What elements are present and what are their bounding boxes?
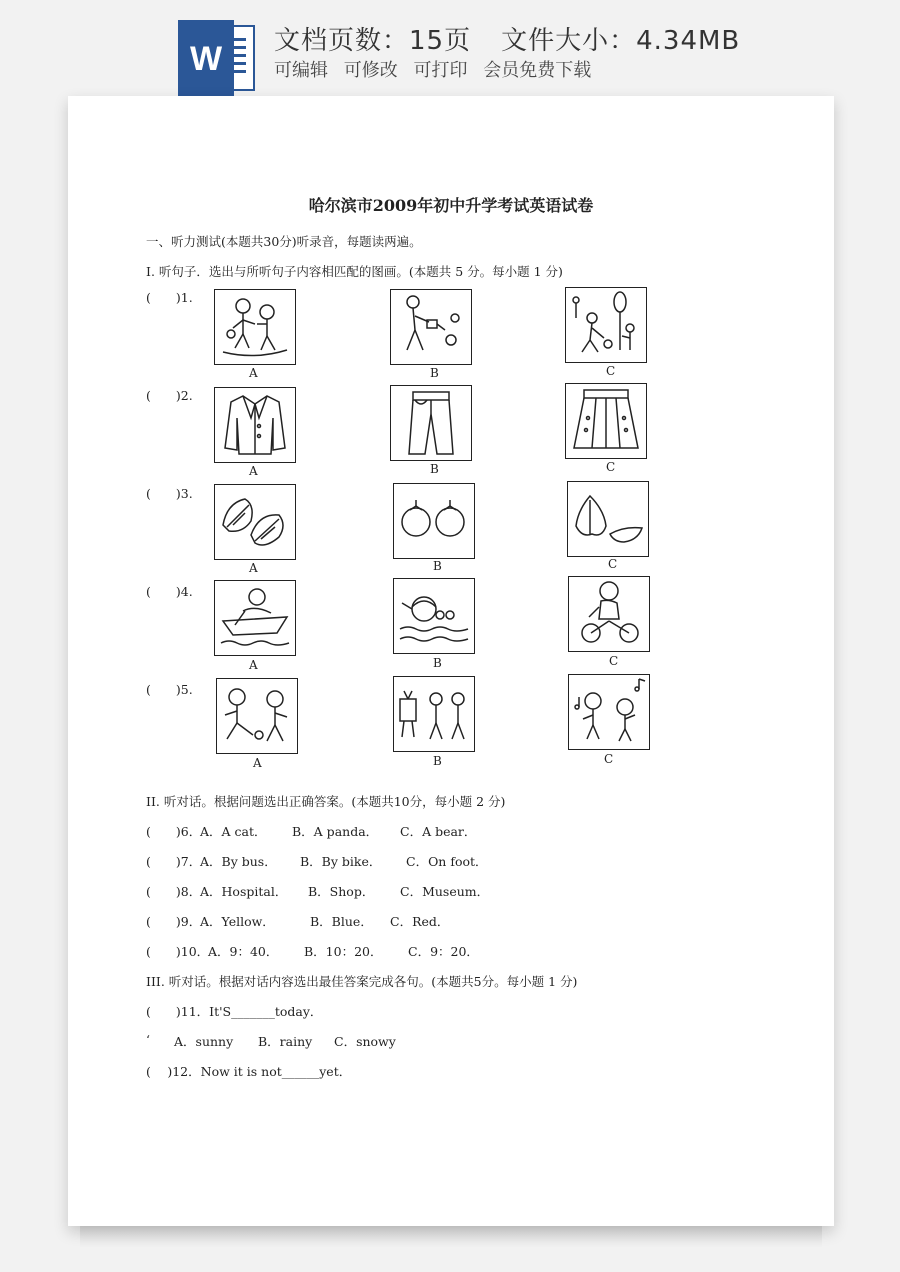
boys-playing-football-icon[interactable]	[216, 678, 298, 754]
cabbage-icon[interactable]	[214, 484, 296, 560]
choice-b: B	[433, 656, 442, 670]
file-size: 文件大小：4.34MB	[501, 26, 741, 56]
boy-riding-bike-icon[interactable]	[568, 576, 650, 652]
question-6-option-b[interactable]: B．A panda．	[292, 824, 379, 839]
choice-a: A	[253, 756, 262, 770]
choice-c: C	[604, 752, 614, 766]
tomatoes-icon[interactable]	[393, 483, 475, 559]
file-info	[274, 20, 740, 57]
feature-list	[274, 56, 601, 82]
choice-b: B	[430, 366, 439, 380]
garlic-icon[interactable]	[567, 481, 649, 557]
feature-modifiable: 可修改	[343, 60, 398, 81]
document-page	[68, 96, 834, 1226]
choice-b: B	[430, 462, 439, 476]
skirt-icon[interactable]	[565, 383, 647, 459]
question-10-number: ( )10．	[146, 944, 210, 959]
page-shadow	[80, 1226, 822, 1248]
page-count: 文档页数：15页	[274, 26, 472, 56]
kids-singing-icon[interactable]	[568, 674, 650, 750]
question-8-number: ( )8．	[146, 884, 202, 899]
feature-printable: 可打印	[413, 60, 468, 81]
trousers-icon[interactable]	[390, 385, 472, 461]
question-7-option-b[interactable]: B．By bike．	[300, 854, 382, 869]
question-7-option-a[interactable]: A．By bus．	[200, 854, 277, 869]
question-11: ( )11．It'S_______today．	[146, 1004, 323, 1019]
exam-title: 哈尔滨市2009年初中升学考试英语试卷	[308, 196, 594, 215]
choice-c: C	[609, 654, 619, 668]
man-watering-flowers-icon[interactable]	[390, 289, 472, 365]
question-8-option-b[interactable]: B．Shop．	[308, 884, 375, 899]
question-11-option-c[interactable]: C．snowy	[334, 1034, 396, 1049]
question-7-number: ( )7．	[146, 854, 202, 869]
choice-a: A	[249, 366, 258, 380]
question-2-label: ( )2.	[146, 388, 193, 403]
part2-heading: II. 听对话。根据问题选出正确答案。(本题共10分，每小题 2 分)	[146, 794, 506, 809]
question-7-option-c[interactable]: C．On foot．	[406, 854, 488, 869]
choice-b: B	[433, 559, 442, 573]
question-1-label: ( )1.	[146, 290, 193, 305]
download-banner	[0, 0, 900, 100]
choice-c: C	[608, 557, 618, 571]
part3-heading: III. 听对话。根据对话内容选出最佳答案完成各句。(本题共5分。每小题 1 分)	[146, 974, 578, 989]
choice-c: C	[606, 460, 616, 474]
boy-boating-icon[interactable]	[214, 580, 296, 656]
choice-a: A	[249, 561, 258, 575]
kids-watching-tv-icon[interactable]	[393, 676, 475, 752]
question-11-option-b[interactable]: B．rainy	[258, 1034, 313, 1049]
question-6-option-a[interactable]: A．A cat．	[200, 824, 267, 839]
question-9-option-c[interactable]: C．Red．	[390, 914, 450, 929]
question-9-option-a[interactable]: A．Yellow．	[200, 914, 275, 929]
question-11-option-a[interactable]: A．sunny	[174, 1034, 234, 1049]
choice-a: A	[249, 658, 258, 672]
question-3-label: ( )3.	[146, 486, 193, 501]
question-10-option-b[interactable]: B．10：20．	[304, 944, 383, 959]
question-12: ( )12．Now it is not______yet．	[146, 1064, 352, 1079]
question-10-option-a[interactable]: A．9：40．	[208, 944, 279, 959]
question-10-option-c[interactable]: C．9：20．	[408, 944, 479, 959]
feature-member-download: 会员免费下载	[483, 60, 592, 81]
svg-text:W: W	[189, 40, 223, 78]
question-9-number: ( )9．	[146, 914, 202, 929]
question-6-option-c[interactable]: C．A bear．	[400, 824, 477, 839]
choice-b: B	[433, 754, 442, 768]
choice-c: C	[606, 364, 616, 378]
question-8-option-a[interactable]: A．Hospital．	[200, 884, 288, 899]
feature-editable: 可编辑	[274, 60, 328, 81]
children-playing-icon[interactable]	[214, 289, 296, 365]
boy-swimming-icon[interactable]	[393, 578, 475, 654]
section1-heading: 一、听力测试(本题共30分)听录音，每题读两遍。	[146, 234, 422, 249]
question-6-number: ( )6．	[146, 824, 202, 839]
word-document-icon	[178, 20, 258, 96]
part1-heading: I. 听句子．选出与所听句子内容相匹配的图画。(本题共 5 分。每小题 1 分)	[146, 264, 563, 279]
question-8-option-c[interactable]: C．Museum．	[400, 884, 490, 899]
question-4-label: ( )4.	[146, 584, 193, 599]
question-5-label: ( )5.	[146, 682, 193, 697]
jacket-icon[interactable]	[214, 387, 296, 463]
question-9-option-b[interactable]: B．Blue．	[310, 914, 373, 929]
people-planting-trees-icon[interactable]	[565, 287, 647, 363]
choice-a: A	[249, 464, 258, 478]
question-11-mark: ‘	[146, 1032, 150, 1047]
